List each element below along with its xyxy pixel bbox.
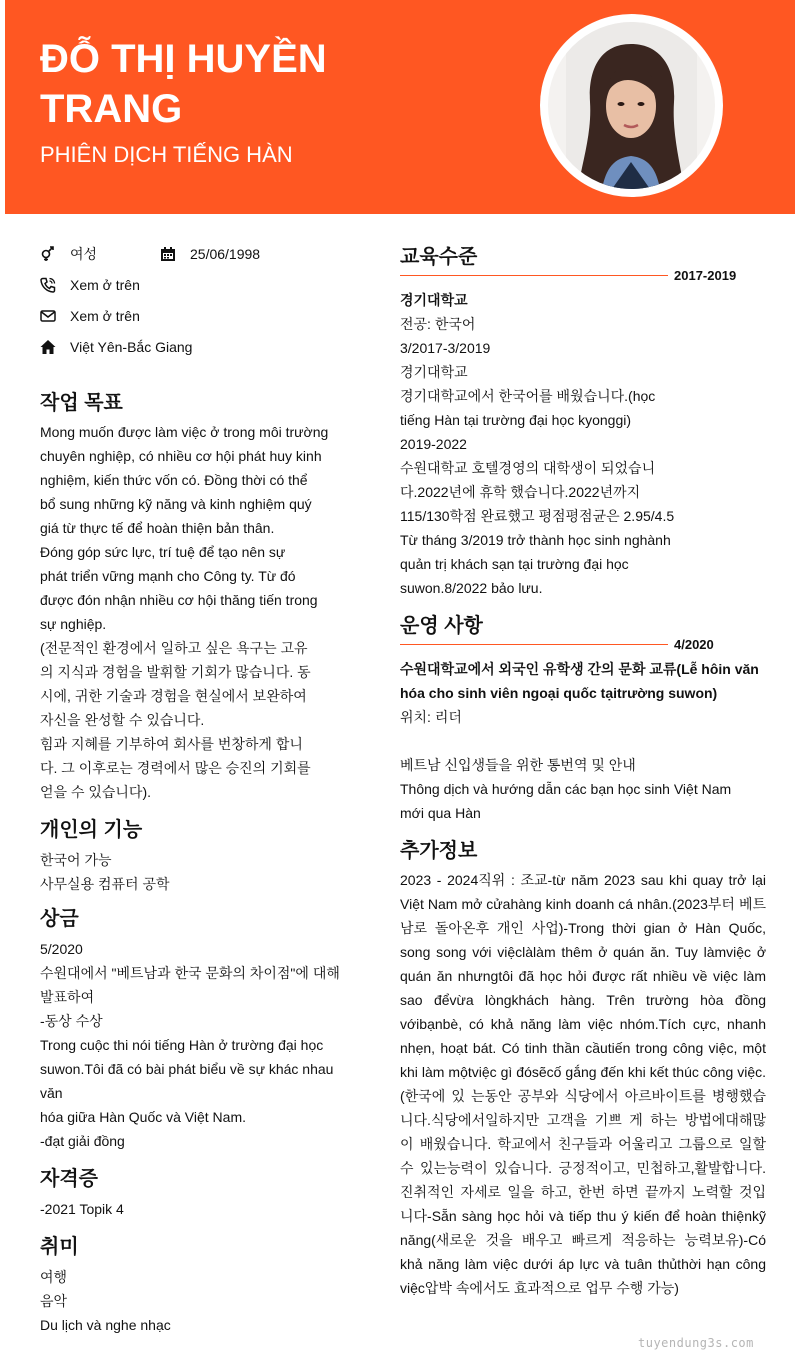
list-item: 음악: [40, 1293, 68, 1309]
text-line: sự nghiệp.: [40, 616, 107, 632]
certificates-list: [40, 1197, 370, 1221]
text-line: 경기대학교에서 한국어를 배웠습니다.(học: [400, 388, 656, 404]
address-value: Việt Yên-Bắc Giang: [70, 339, 193, 355]
address-row: [40, 337, 192, 357]
text-line: năng(새로운 것을 배우고 빠르게 적응하는 능력보유)-Có: [400, 1232, 766, 1248]
list-item: Du lịch và nghe nhạc: [40, 1317, 171, 1333]
text-line: 5/2020: [40, 941, 83, 957]
hobbies-list: [40, 1265, 370, 1337]
hobbies-title: 취미: [40, 1236, 79, 1258]
text-line: 2023 - 2024직위 : 조교-từ năm 2023 sau khi quay trở lại: [400, 872, 766, 888]
text-line: khả năng làm việc dưới áp lực và tuân thủthời hạn công: [400, 1256, 766, 1272]
text-line: -동상 수상: [40, 1013, 103, 1029]
text-line: 수원대학교 호텔경영의 대학생이 되었습니: [400, 460, 656, 476]
text-line: 이 배웠습니다. 학교에서 친구들과 어울리고 그룹으로 일할: [400, 1136, 766, 1152]
text-line: việc압박 속에서도 효과적으로 업무 수행 가능): [400, 1280, 679, 1296]
additional-text: [400, 868, 766, 1300]
text-line: nhẹn, hoạt bát. Có tinh thần cầutiến trong công việc, một: [400, 1040, 766, 1056]
gender-value: 여성: [70, 246, 98, 262]
job-title: PHIÊN DỊCH TIẾNG HÀN: [40, 142, 293, 167]
education-divider: [400, 275, 668, 276]
text-line: 수 있는능력이 있습니다. 긍정적이고, 민첩하고,활발합니다.: [400, 1160, 766, 1176]
text-line: phát triển vững mạnh cho Công ty. Từ đó: [40, 568, 296, 584]
skills-list: [40, 848, 370, 896]
text-line: Từ tháng 3/2019 trở thành học sinh nghành: [400, 532, 671, 548]
watermark: tuyendung3s.com: [638, 1336, 754, 1350]
text-line: vớibạnbè, có khả năng làm việc nhóm.Tích cực, nhanh: [400, 1016, 766, 1032]
text-line: tiếng Hàn tại trường đại học kyonggi): [400, 412, 632, 428]
text-line: 니다-Sẵn sàng học hỏi và tiếp thu ý kiến để hoàn thiệnkỹ: [400, 1208, 766, 1224]
text-line: giá từ thực tế để hoàn thiện bản thân.: [40, 520, 275, 536]
text-line: hóa giữa Hàn Quốc và Việt Nam.: [40, 1109, 247, 1125]
text-line: Mong muốn được làm việc ở trong môi trường: [40, 424, 329, 440]
awards-title: 상금: [40, 908, 79, 930]
text-line: văn: [40, 1085, 63, 1101]
objective-text: [40, 420, 370, 804]
list-item: -2021 Topik 4: [40, 1201, 124, 1217]
text-line: 다. 그 이후로는 경력에서 많은 승진의 기회를: [40, 760, 311, 776]
text-line: 위치: 리더: [400, 709, 462, 725]
activities-date: 4/2020: [674, 637, 714, 652]
text-line: Thông dịch và hướng dẫn các bạn học sinh Việt Nam: [400, 781, 732, 797]
text-line: 자신을 완성할 수 있습니다.: [40, 712, 205, 728]
text-line: (전문적인 환경에서 일하고 싶은 욕구는 고유: [40, 640, 308, 656]
list-item: 한국어 가능: [40, 852, 112, 868]
text-line: quán ăn nhưngtôi đã học hỏi được rất nhiều về việc làm: [400, 968, 766, 984]
email-row: [40, 306, 140, 326]
calendar-icon: [160, 246, 176, 262]
text-line: được đón nhận nhiều cơ hội thăng tiến trong: [40, 592, 318, 608]
birthdate-value: 25/06/1998: [190, 246, 261, 262]
phone-row: [40, 275, 140, 295]
email-icon: [40, 308, 56, 324]
skills-title: 개인의 기능: [40, 819, 143, 841]
school-name: 경기대학교: [400, 292, 468, 308]
education-text: [400, 288, 766, 600]
activity-heading: hóa cho sinh viên ngoại quốc tạitrường suwon): [400, 685, 718, 701]
awards-text: [40, 937, 370, 1153]
text-line: 의 지식과 경험을 발휘할 기회가 많습니다. 동: [40, 664, 311, 680]
text-line: 발표하여: [40, 989, 95, 1005]
text-line: chuyên nghiệp, có nhiều cơ hội phát huy kinh: [40, 448, 322, 464]
certificates-title: 자격증: [40, 1168, 98, 1190]
text-line: 베트남 신입생들을 위한 통번역 및 안내: [400, 757, 636, 773]
text-line: 3/2017-3/2019: [400, 340, 491, 356]
text-line: 전공: 한국어: [400, 316, 476, 332]
avatar-frame: [540, 14, 723, 197]
text-line: 니다.식당에서일하지만 고객을 기쁘 게 하는 방법에대해많: [400, 1112, 766, 1128]
education-date: 2017-2019: [674, 268, 737, 283]
text-line: quản trị khách sạn tại trường đại học: [400, 556, 629, 572]
text-line: bổ sung những kỹ năng và kinh nghiệm quý: [40, 496, 312, 512]
gender-icon: [40, 246, 56, 262]
birthdate-row: [160, 244, 260, 264]
email-value: Xem ở trên: [70, 308, 140, 324]
activity-heading: 수원대학교에서 외국인 유학생 간의 문화 교류(Lễ hôin văn: [400, 661, 759, 677]
home-icon: [40, 339, 56, 355]
activities-text: [400, 657, 766, 825]
phone-value: Xem ở trên: [70, 277, 140, 293]
text-line: (한국에 있 는동안 공부와 식당에서 아르바이트를 병행했습: [400, 1088, 766, 1104]
list-item: 사무실용 컴퓨터 공학: [40, 876, 170, 892]
text-line: -đạt giải đồng: [40, 1133, 125, 1149]
text-line: Việt Nam mở cửahàng kinh doanh cá nhân.(2023부터 베트: [400, 896, 766, 912]
text-line: 다.2022년에 휴학 했습니다.2022년까지: [400, 484, 641, 500]
activities-title: 운영 사항: [400, 615, 483, 637]
text-line: Đóng góp sức lực, trí tuệ để tạo nên sự: [40, 544, 286, 560]
text-line: [400, 729, 766, 753]
list-item: 여행: [40, 1269, 68, 1285]
text-line: song song với việclàlàm thêm ở quán ăn. Tuy làmviệc ở: [400, 944, 766, 960]
text-line: 2019-2022: [400, 436, 467, 452]
text-line: Trong cuộc thi nói tiếng Hàn ở trường đại học: [40, 1037, 324, 1053]
education-title: 교육수준: [400, 246, 478, 268]
objective-title: 작업 목표: [40, 392, 123, 414]
candidate-name: [40, 34, 460, 134]
text-line: mới qua Hàn: [400, 805, 481, 821]
text-line: nghiệm, kiến thức vốn có. Đồng thời có thể: [40, 472, 308, 488]
activities-divider: [400, 644, 668, 645]
text-line: 수원대에서 "베트남과 한국 문화의 차이점"에 대해: [40, 965, 340, 981]
profile-photo: [548, 22, 715, 189]
text-line: 남로 돌아온후 개인 사업)-Trong thời gian ở Hàn Quốc,: [400, 920, 766, 936]
additional-title: 추가정보: [400, 840, 478, 862]
gender-row: [40, 244, 97, 264]
name-line-1: ĐỖ THỊ HUYỀN: [40, 37, 327, 81]
text-line: suwon.Tôi đã có bài phát biểu về sự khác nhau: [40, 1061, 334, 1077]
text-line: 시에, 귀한 기술과 경험을 현실에서 보완하여: [40, 688, 307, 704]
name-line-2: TRANG: [40, 87, 183, 131]
text-line: suwon.8/2022 bảo lưu.: [400, 580, 543, 596]
text-line: 얻을 수 있습니다).: [40, 784, 151, 800]
text-line: 진취적인 자세로 일을 하고, 한번 하면 끝까지 노력할 것입: [400, 1184, 766, 1200]
text-line: 115/130학점 완료했고 평점평점균은 2.95/4.5: [400, 508, 675, 524]
phone-icon: [40, 277, 56, 293]
text-line: 경기대학교: [400, 364, 468, 380]
text-line: 힘과 지혜를 기부하여 회사를 번창하게 합니: [40, 736, 303, 752]
text-line: sao đểvừa lòngkhách hàng. Trên trường hòa đồng: [400, 992, 766, 1008]
text-line: khi làm mộtviệc gì đósẽcố gắng đến khi kết thúc công việc.: [400, 1064, 766, 1080]
